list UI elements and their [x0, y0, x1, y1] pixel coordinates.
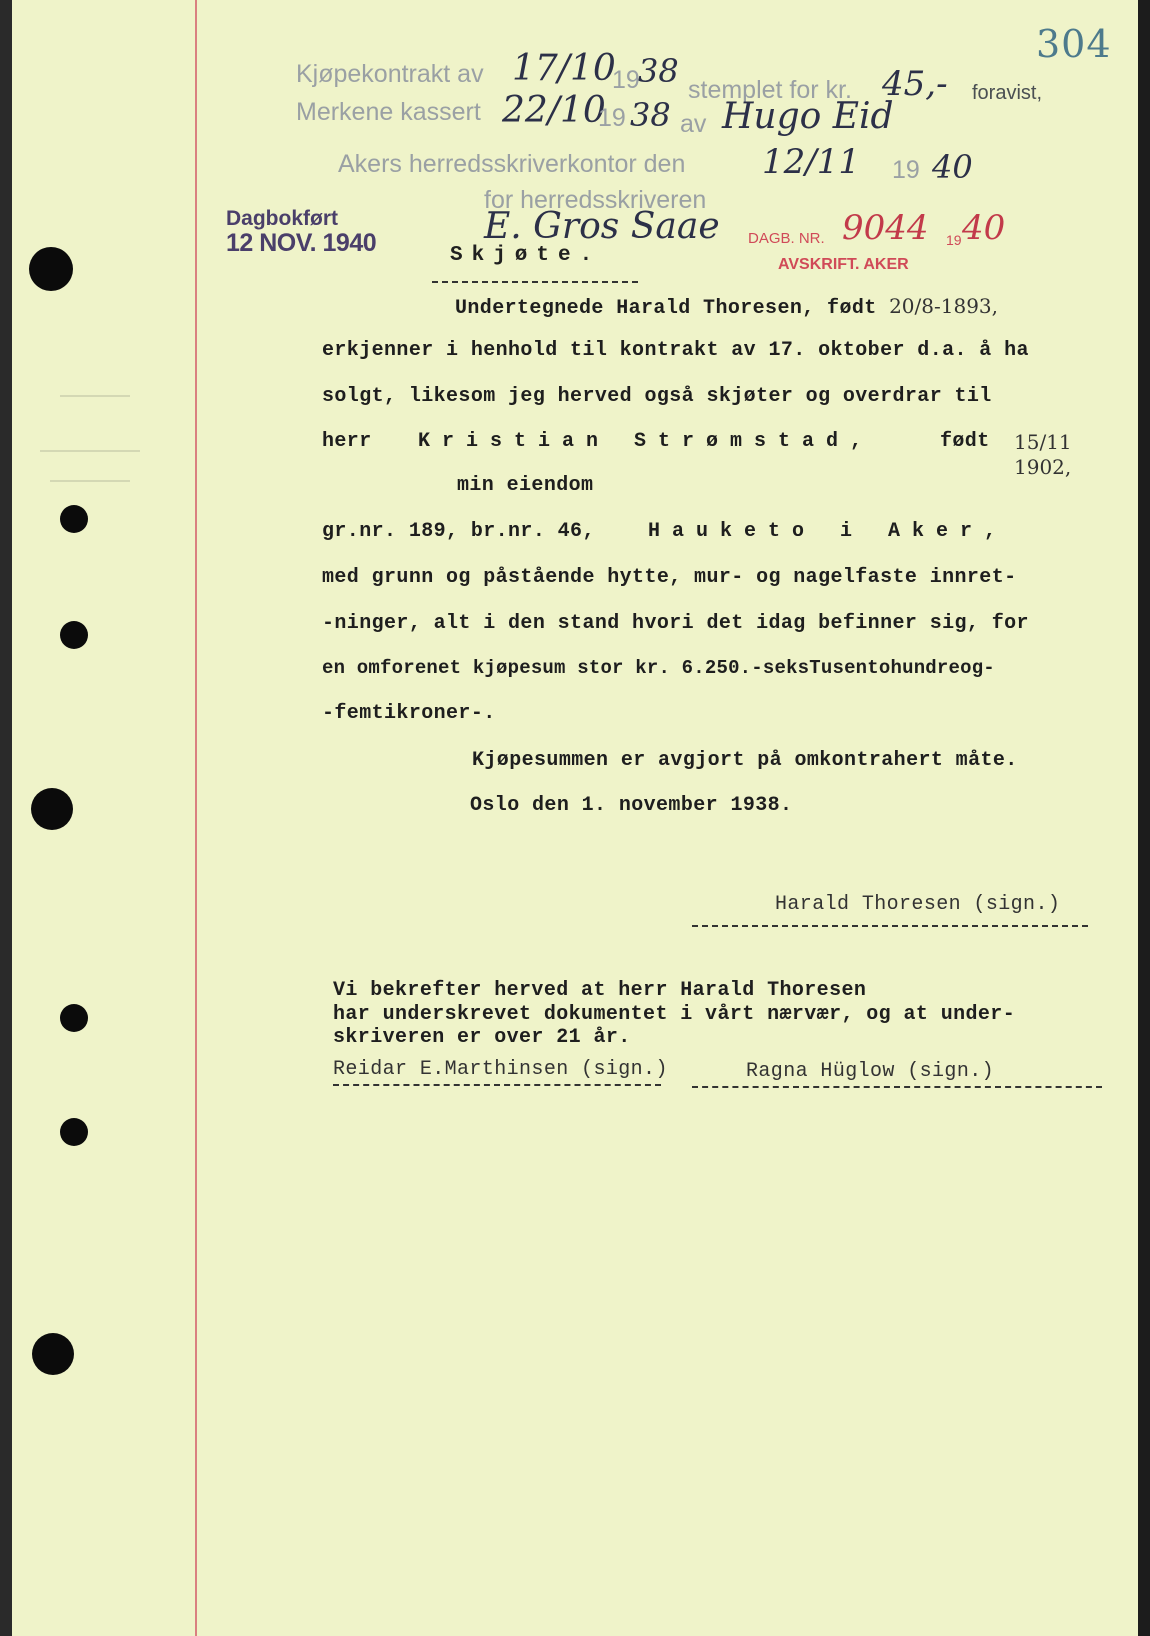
body-line: -femtikroner-. — [322, 702, 496, 725]
stamp-line-2: Merkene kassert — [296, 98, 481, 126]
stamp-line-4: for herredsskriveren — [484, 186, 707, 214]
dagbok-label: Dagbokført — [226, 207, 338, 230]
signature-rule — [692, 925, 1088, 927]
witness-2-rule — [692, 1086, 1102, 1088]
body-line: en omforenet kjøpesum stor kr. 6.250.-seksTusentohundreog- — [322, 657, 995, 679]
page-number: 304 — [1036, 22, 1112, 66]
hand-birthdate: 20/8-1893, — [889, 294, 999, 318]
witness-line: har underskrevet dokumentet i vårt nærvær, og at under- — [333, 1003, 1016, 1026]
stamp-line-3: Akers herredsskriverkontor den — [338, 150, 686, 178]
body-line: solgt, likesom jeg herved også skjøter og overdrar til — [322, 385, 992, 408]
dagb-nr-year: 40 — [962, 208, 1006, 248]
body-text: Undertegnede Harald Thoresen, født — [455, 297, 877, 320]
dagbok-date: 12 NOV. 1940 — [226, 229, 377, 258]
dagb-nr-year-prefix: 19 — [946, 232, 962, 248]
stamp-hand-date: 12/11 — [762, 142, 860, 182]
stamp-hand-date: 22/10 — [502, 90, 606, 131]
bleed-through-mark — [40, 450, 140, 452]
stamp-text: Kjøpekontrakt av — [296, 60, 484, 88]
property-place: Hauketo i Aker, — [648, 520, 1009, 543]
scan-edge — [1138, 0, 1150, 1636]
witness-1-signature: Reidar E.Marthinsen (sign.) — [333, 1058, 668, 1081]
margin-line — [195, 0, 197, 1636]
stamp-hand-amount: 45,- — [882, 64, 948, 104]
stamp-hand-date: 17/10 — [512, 48, 616, 89]
stamp-signature: E. Gros Saae — [484, 206, 720, 247]
bleed-through-mark — [50, 480, 130, 482]
punch-hole — [32, 1333, 74, 1375]
stamp-hand-year: 38 — [630, 96, 671, 134]
body-line: erkjenner i henhold til kontrakt av 17. oktober d.a. å ha — [322, 339, 1029, 362]
stamp-hand-year: 40 — [932, 148, 973, 186]
body-text: herr — [322, 430, 372, 453]
stamp-line-1 — [296, 60, 484, 89]
dagb-nr-label: DAGB. NR. — [748, 230, 825, 247]
hand-buyer-birth-year: 1902, — [1014, 455, 1072, 479]
hand-buyer-birth-date: 15/11 — [1014, 430, 1072, 454]
punch-hole — [60, 505, 88, 533]
body-line: -ninger, alt i den stand hvori det idag befinner sig, for — [322, 612, 1029, 635]
body-line: gr.nr. 189, br.nr. 46, — [322, 520, 595, 543]
stamp-hand-name: Hugo Eid — [722, 96, 894, 137]
witness-1-rule — [333, 1084, 661, 1086]
stamp-hand-year: 38 — [638, 52, 679, 90]
stamp-text: 19 — [892, 156, 920, 184]
body-line: Oslo den 1. november 1938. — [470, 794, 793, 817]
document-title: Skjøte. — [450, 244, 602, 267]
buyer-name: Kristian Strømstad, — [418, 430, 875, 453]
avskrift-stamp: AVSKRIFT. AKER — [778, 256, 909, 273]
punch-hole — [60, 1004, 88, 1032]
stamp-text: foravist, — [972, 82, 1043, 104]
title-underline — [432, 281, 638, 283]
punch-hole — [29, 247, 73, 291]
body-text: født — [940, 430, 990, 453]
stamp-text: 19 — [598, 104, 626, 132]
punch-hole — [31, 788, 73, 830]
bleed-through-mark — [60, 395, 130, 397]
punch-hole — [60, 1118, 88, 1146]
body-line: Kjøpesummen er avgjort på omkontrahert måte. — [472, 749, 1018, 772]
dagb-nr-number: 9044 — [842, 208, 929, 248]
witness-2-signature: Ragna Hüglow (sign.) — [746, 1060, 995, 1083]
seller-signature: Harald Thoresen (sign.) — [775, 893, 1061, 916]
stamp-text: stemplet for kr. — [688, 76, 852, 104]
witness-line: Vi bekrefter herved at herr Harald Thoresen — [333, 979, 867, 1002]
stamp-text: 19 — [612, 66, 640, 94]
binder-edge — [0, 0, 12, 1636]
dagbok-stamp — [226, 208, 376, 256]
body-line — [455, 294, 998, 320]
body-line: med grunn og påstående hytte, mur- og nagelfaste innret- — [322, 566, 1017, 589]
stamp-text: av — [680, 110, 707, 138]
body-line: min eiendom — [457, 474, 594, 497]
punch-hole — [60, 621, 88, 649]
witness-line: skriveren er over 21 år. — [333, 1026, 631, 1049]
